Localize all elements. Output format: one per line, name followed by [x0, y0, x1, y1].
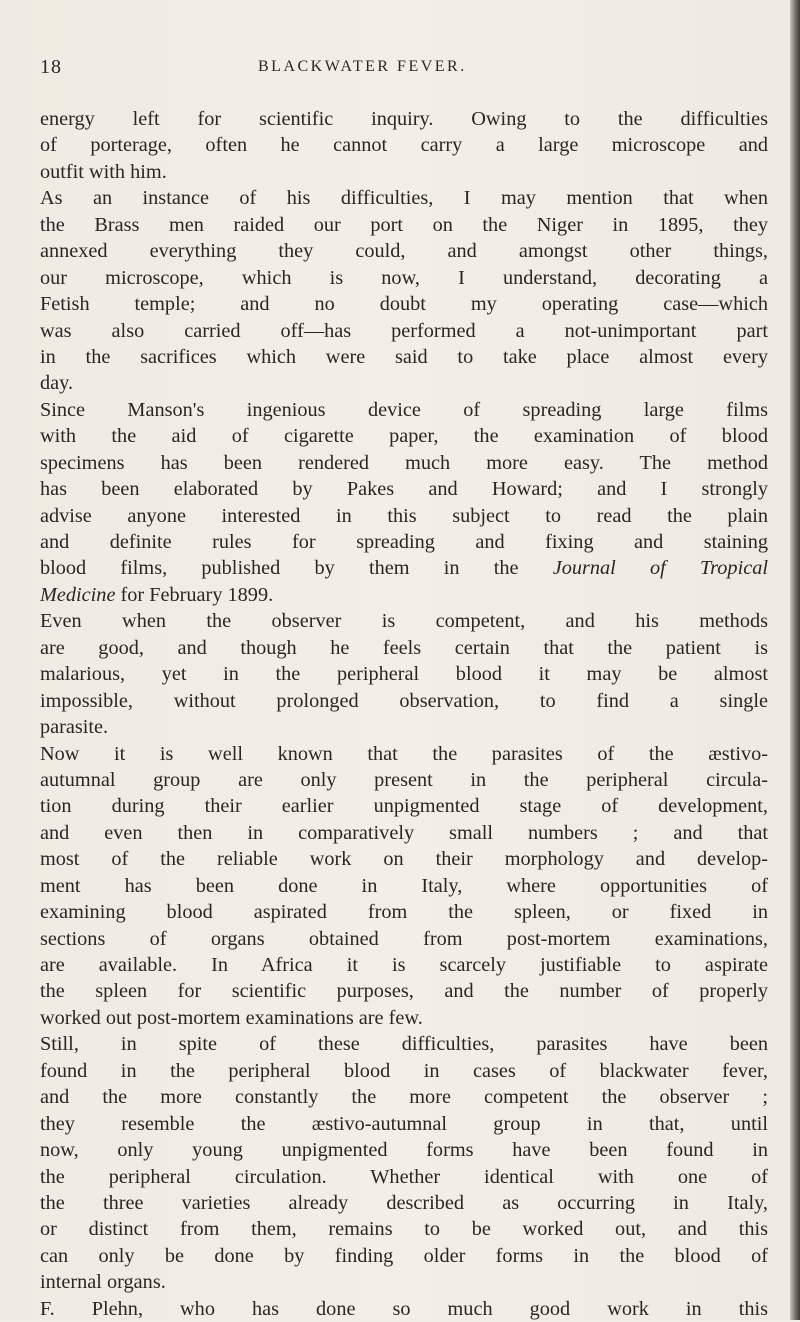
text-line — [40, 846, 768, 872]
text-line — [40, 741, 768, 767]
line-text: annexed everything they could, and amongst other things, — [40, 240, 768, 263]
line-text: now, only young unpigmented forms have been found in — [40, 1139, 768, 1162]
line-text: our microscope, which is now, I understand, decorating a — [40, 266, 768, 289]
text-line — [40, 873, 768, 899]
line-text: with the aid of cigarette paper, the examination of blood — [40, 425, 768, 448]
text-line — [40, 1058, 768, 1084]
italic-text: Journal of Tropical — [552, 557, 768, 580]
page-header — [0, 56, 800, 80]
text-line — [40, 926, 768, 952]
line-text: of porterage, often he cannot carry a large microscope and — [40, 134, 768, 157]
line-text: Now it is well known that the parasites of the æstivo- — [40, 742, 768, 765]
text-line — [40, 1031, 768, 1057]
text-line — [40, 1190, 768, 1216]
line-text: found in the peripheral blood in cases of blackwater fever, — [40, 1059, 768, 1082]
italic-text: Medicine — [40, 583, 116, 606]
text-line — [40, 132, 768, 158]
line-text: was also carried off—has performed a not-unimportant part — [40, 319, 768, 342]
text-line — [40, 397, 768, 423]
line-text: blood films, published by them in the — [40, 557, 519, 580]
text-line — [40, 1243, 768, 1269]
text-line — [40, 608, 768, 634]
text-line — [40, 318, 768, 344]
line-text: the three varieties already described as occurring in Italy, — [40, 1191, 768, 1214]
line-text: are available. In Africa it is scarcely justifiable to aspirate — [40, 954, 768, 976]
line-text: energy left for scientific inquiry. Owing to the difficulties — [40, 108, 768, 130]
text-line — [40, 635, 768, 661]
line-text: most of the reliable work on their morphology and develop- — [40, 848, 768, 871]
text-line — [40, 899, 768, 925]
line-text: Fetish temple; and no doubt my operating case—which — [40, 293, 768, 316]
page-edge-shadow — [790, 0, 800, 1320]
text-line — [40, 265, 768, 291]
line-text: Since Manson's ingenious device of spreading large films — [40, 398, 768, 421]
line-text: As an instance of his difficulties, I may mention that when — [40, 187, 768, 210]
line-text: for February 1899. — [115, 583, 274, 606]
text-line — [40, 476, 768, 502]
line-text: and definite rules for spreading and fixing and staining — [40, 531, 768, 553]
text-line — [40, 291, 768, 317]
text-line — [40, 503, 768, 529]
line-text: the Brass men raided our port on the Niger in 1895, they — [40, 213, 768, 236]
line-text: they resemble the æstivo-autumnal group in that, until — [40, 1112, 768, 1135]
text-line — [40, 820, 768, 846]
text-line — [40, 1111, 768, 1137]
text-line — [40, 582, 768, 608]
text-line — [40, 661, 768, 687]
line-text: worked out post-mortem examinations are few. — [40, 1006, 423, 1029]
text-line — [40, 529, 768, 555]
text-line — [40, 952, 768, 978]
line-text: tion during their earlier unpigmented stage of development, — [40, 795, 768, 818]
text-line — [40, 978, 768, 1004]
line-text: specimens has been rendered much more easy. The method — [40, 451, 768, 474]
line-text: in the sacrifices which were said to take place almost every — [40, 345, 768, 368]
line-text: Even when the observer is competent, and his methods — [40, 610, 768, 633]
text-line — [40, 106, 768, 132]
text-line — [40, 555, 768, 581]
text-line — [40, 688, 768, 714]
line-text: or distinct from them, remains to be worked out, and this — [40, 1218, 768, 1241]
line-text: the peripheral circulation. Whether identical with one of — [40, 1165, 768, 1188]
text-line — [40, 370, 768, 396]
line-text: autumnal group are only present in the peripheral circula- — [40, 768, 768, 791]
text-line — [40, 1296, 768, 1322]
line-text: are good, and though he feels certain that the patient is — [40, 636, 768, 659]
line-text: Still, in spite of these difficulties, parasites have been — [40, 1033, 768, 1056]
text-line — [40, 423, 768, 449]
line-text: sections of organs obtained from post-mortem examinations, — [40, 927, 768, 950]
line-text: day. — [40, 372, 74, 395]
page-number: 18 — [40, 56, 62, 78]
line-text: has been elaborated by Pakes and Howard; and I strongly — [40, 478, 768, 501]
text-line — [40, 1005, 768, 1031]
text-line — [40, 793, 768, 819]
line-text: internal organs. — [40, 1271, 166, 1294]
text-line — [40, 450, 768, 476]
text-line — [40, 767, 768, 793]
text-line — [40, 1269, 768, 1295]
text-line — [40, 238, 768, 264]
text-line — [40, 714, 768, 740]
line-text: outfit with him. — [40, 160, 167, 183]
text-line — [40, 1137, 768, 1163]
running-head: BLACKWATER FEVER. — [258, 58, 467, 75]
text-line — [40, 185, 768, 211]
body-text — [40, 106, 768, 1322]
line-text: F. Plehn, who has done so much good work in this — [40, 1297, 768, 1320]
line-text: malarious, yet in the peripheral blood it may be almost — [40, 663, 768, 686]
text-line — [40, 1216, 768, 1242]
text-line — [40, 1084, 768, 1110]
text-line — [40, 1164, 768, 1190]
text-line — [40, 344, 768, 370]
line-text: the spleen for scientific purposes, and the number of properly — [40, 980, 768, 1003]
text-line — [40, 212, 768, 238]
line-text: ment has been done in Italy, where opportunities of — [40, 874, 768, 897]
line-text: and the more constantly the more competent the observer ; — [40, 1086, 768, 1109]
line-text: advise anyone interested in this subject to read the plain — [40, 504, 768, 527]
line-text: can only be done by finding older forms in the blood of — [40, 1244, 768, 1267]
line-text: and even then in comparatively small numbers ; and that — [40, 821, 768, 844]
text-line — [40, 159, 768, 185]
line-text: parasite. — [40, 716, 109, 739]
line-text: impossible, without prolonged observation, to find a single — [40, 689, 768, 712]
line-text: examining blood aspirated from the spleen, or fixed in — [40, 901, 768, 924]
